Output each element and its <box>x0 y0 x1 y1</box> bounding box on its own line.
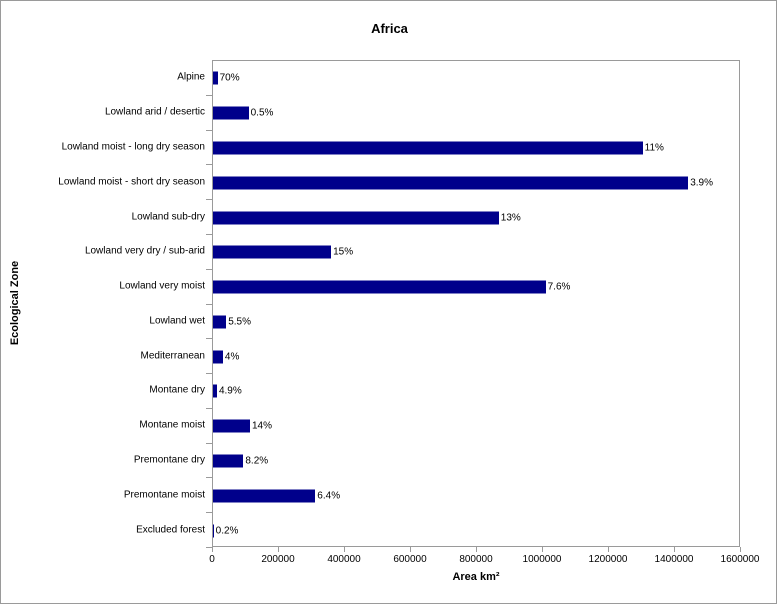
x-axis-tick <box>542 547 543 552</box>
y-axis-tick-label: Montane dry <box>149 384 205 396</box>
bar-value-label: 70% <box>219 72 240 84</box>
x-axis-tick-label: 400000 <box>327 554 361 565</box>
x-axis-title: Area km² <box>452 571 500 583</box>
bar-value-label: 8.2% <box>245 455 269 467</box>
x-axis-tick <box>344 547 345 552</box>
x-axis-tick-label: 1000000 <box>522 554 562 565</box>
y-axis-category-labels <box>1 60 210 547</box>
bar-value-label: 7.6% <box>547 281 571 293</box>
bar-value-label: 3.9% <box>690 177 713 189</box>
bar-value-label: 0.5% <box>250 107 274 119</box>
y-axis-tick-label: Excluded forest <box>136 524 205 536</box>
y-axis-tick <box>206 164 212 165</box>
x-axis-tick <box>476 547 477 552</box>
x-axis-tick <box>278 547 279 552</box>
y-axis-tick <box>206 547 212 548</box>
y-axis-tick-label: Premontane moist <box>123 489 205 501</box>
bar-row <box>213 478 739 513</box>
y-axis-tick-label: Alpine <box>177 71 205 83</box>
bar[interactable] <box>213 489 315 502</box>
bar-value-label: 6.4% <box>317 490 341 502</box>
x-axis-tick-label: 200000 <box>261 554 295 565</box>
bar[interactable] <box>213 420 250 433</box>
bar-row <box>213 61 739 96</box>
y-axis-tick <box>206 408 212 409</box>
x-axis-tick-label: 1600000 <box>720 554 760 565</box>
bar[interactable] <box>213 281 546 294</box>
bar-row <box>213 270 739 305</box>
y-axis-tick-label: Lowland moist - long dry season <box>61 141 205 153</box>
x-axis-tick-label: 600000 <box>393 554 427 565</box>
y-axis-title: Ecological Zone <box>9 260 21 346</box>
bar-row <box>213 444 739 479</box>
bar-value-label: 14% <box>251 420 272 432</box>
y-axis-tick <box>206 304 212 305</box>
y-axis-tick <box>206 477 212 478</box>
bar[interactable] <box>213 315 226 328</box>
bar[interactable] <box>213 350 223 363</box>
bar-row <box>213 165 739 200</box>
bar[interactable] <box>213 141 643 154</box>
bar-value-label: 0.2% <box>215 525 239 537</box>
bar-row <box>213 305 739 340</box>
y-axis-tick <box>206 373 212 374</box>
bar-value-label: 13% <box>500 212 521 224</box>
bar-row <box>213 513 739 548</box>
y-axis-tick <box>206 443 212 444</box>
bar-row <box>213 374 739 409</box>
plot-area <box>212 60 740 547</box>
bar-row <box>213 96 739 131</box>
y-axis-tick-label: Lowland wet <box>149 315 205 327</box>
bar[interactable] <box>213 246 331 259</box>
y-axis-tick <box>206 199 212 200</box>
y-axis-tick-label: Mediterranean <box>140 350 205 362</box>
bar[interactable] <box>213 455 243 468</box>
y-axis-tick <box>206 269 212 270</box>
y-axis-tick <box>206 130 212 131</box>
bar-value-label: 5.5% <box>228 316 251 328</box>
x-axis-tick <box>608 547 609 552</box>
x-axis-tick-label: 1400000 <box>654 554 694 565</box>
bar-row <box>213 339 739 374</box>
chart-title: Africa <box>371 21 408 36</box>
y-axis-tick <box>206 234 212 235</box>
y-axis-tick <box>206 512 212 513</box>
x-axis-tick-label: 800000 <box>459 554 493 565</box>
bar-row <box>213 235 739 270</box>
y-axis-tick-label: Lowland moist - short dry season <box>58 176 205 188</box>
x-axis-tick <box>410 547 411 552</box>
bar-value-label: 15% <box>333 246 354 258</box>
y-axis-tick-label: Lowland very moist <box>119 280 205 292</box>
x-axis-tick <box>740 547 741 552</box>
bar-row <box>213 131 739 166</box>
y-axis-tick-label: Montane moist <box>139 419 205 431</box>
x-axis-tick <box>212 547 213 552</box>
y-axis-tick <box>206 338 212 339</box>
y-axis-tick <box>206 95 212 96</box>
bar[interactable] <box>213 176 688 189</box>
y-axis-tick-label: Lowland sub-dry <box>131 211 205 223</box>
bar[interactable] <box>213 211 499 224</box>
y-axis-tick-label: Lowland very dry / sub-arid <box>84 245 205 257</box>
bar-row <box>213 409 739 444</box>
x-axis-tick-label: 1200000 <box>588 554 628 565</box>
y-axis-tick-label: Premontane dry <box>133 454 205 466</box>
y-axis-tick-label: Lowland arid / desertic <box>104 106 205 118</box>
bar-row <box>213 200 739 235</box>
bar[interactable] <box>213 107 249 120</box>
bar-value-label: 11% <box>644 142 664 154</box>
x-axis-tick <box>674 547 675 552</box>
x-axis-tick-label: 0 <box>209 554 215 565</box>
bar-value-label: 4.9% <box>218 385 242 397</box>
bar-value-label: 4% <box>224 351 240 363</box>
